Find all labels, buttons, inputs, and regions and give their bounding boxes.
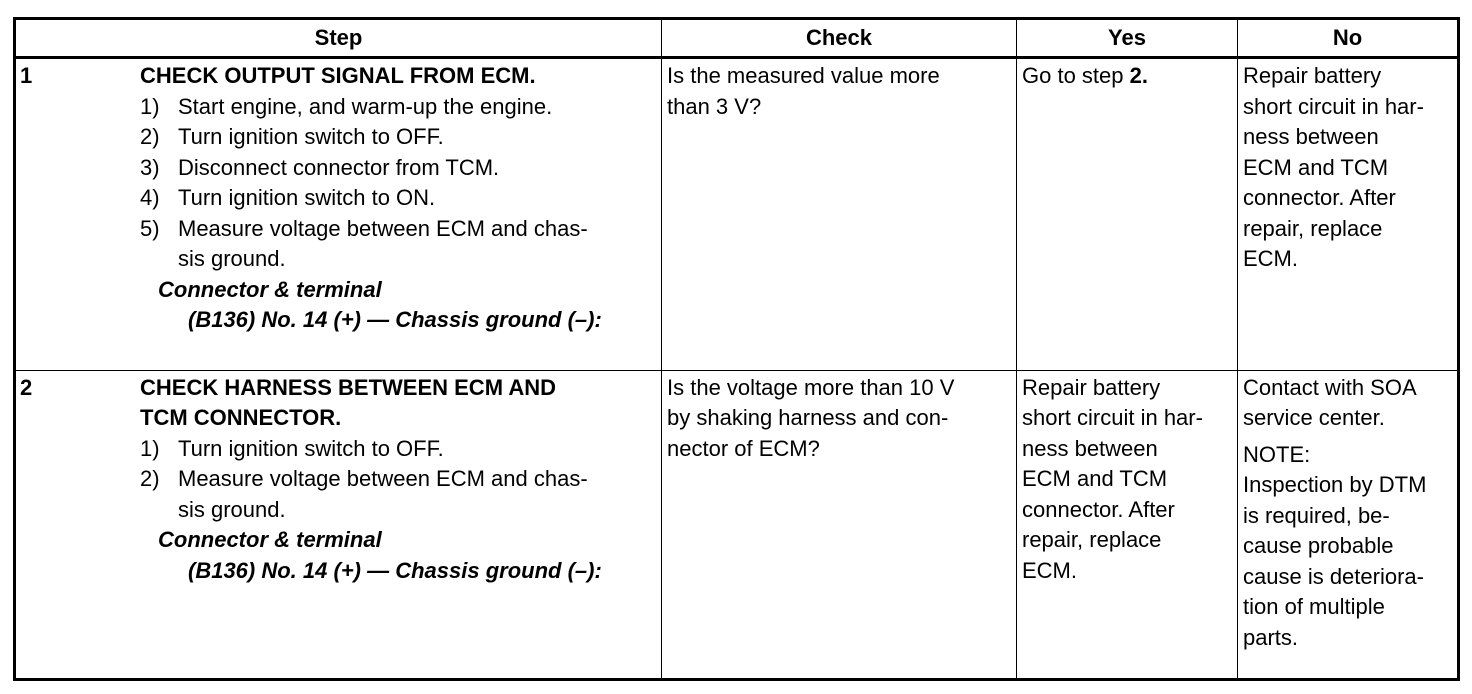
step-cell [15,370,662,680]
header-yes: Yes [1017,19,1238,58]
header-step: Step [15,19,662,58]
step-item: 2) Measure voltage between ECM and chas- sis ground. [140,466,588,522]
check-cell: Is the voltage more than 10 V by shaking harness and con- nector of ECM? [662,370,1017,680]
yes-text: Go to step [1022,63,1130,88]
connector-label: Connector & terminal [158,527,382,552]
table-row [15,370,1459,680]
connector-value: (B136) No. 14 (+) — Chassis ground (–): [188,557,602,583]
no-cell: Contact with SOA service center. NOTE: Inspection by DTM is required, be- cause probable cause is deteriora- tion of multiple parts. [1238,370,1459,680]
note-text: Inspection by DTM is required, be- cause probable cause is deteriora- tion of multiple parts. [1243,472,1427,650]
note-label: NOTE: [1243,441,1311,467]
step-item: 4) Turn ignition switch to ON. [140,185,436,210]
step-cell [15,58,662,371]
table-row [15,58,1459,371]
check-cell: Is the measured value more than 3 V? [662,58,1017,371]
diagnostic-table [13,17,1460,681]
step-title: CHECK OUTPUT SIGNAL FROM ECM. [140,63,536,88]
step-item: 5) Measure voltage between ECM and chas- sis ground. [140,215,588,271]
step-item: 1) Turn ignition switch to OFF. [140,435,444,461]
connector-label: Connector & terminal [158,276,382,302]
no-cell: Repair battery short circuit in har- ness between ECM and TCM connector. After repair, replace ECM. [1238,58,1459,371]
yes-step-link: 2. [1129,63,1148,88]
step-number: 1 [20,63,33,88]
header-no: No [1238,19,1459,58]
header-check: Check [662,19,1017,58]
step-item: 2) Turn ignition switch to OFF. [140,124,444,149]
step-item: 3) Disconnect connector from TCM. [140,154,500,180]
yes-cell [1017,58,1238,371]
header-row [15,19,1459,58]
step-title: CHECK HARNESS BETWEEN ECM AND TCM CONNECTOR. [140,374,556,430]
step-number: 2 [20,374,33,400]
yes-cell: Repair battery short circuit in har- ness between ECM and TCM connector. After repair, replace ECM. [1017,370,1238,680]
step-item: 1) Start engine, and warm-up the engine. [140,93,553,119]
connector-value: (B136) No. 14 (+) — Chassis ground (–): [188,307,602,332]
